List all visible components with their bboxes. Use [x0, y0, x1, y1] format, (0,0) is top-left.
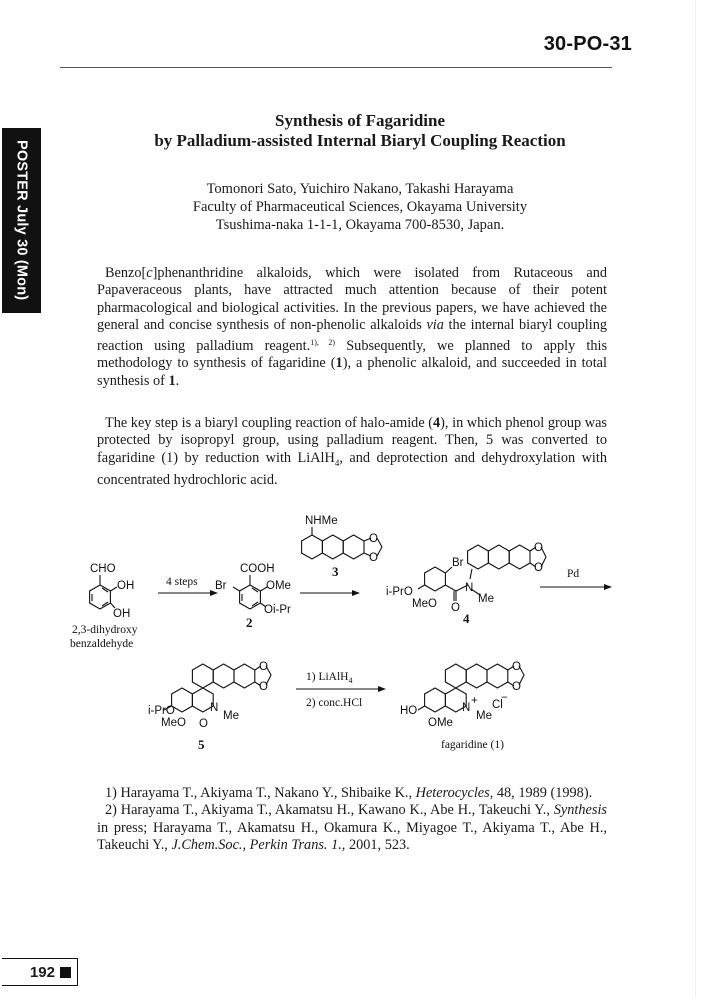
nhme-label: NHMe: [305, 515, 338, 527]
text-run: The key step is a biaryl coupling reaction of halo-amide (: [105, 415, 434, 431]
me-label: Me: [478, 593, 494, 605]
carbonyl-o: O: [199, 718, 208, 730]
side-tab: [2, 128, 41, 313]
author-block: [60, 180, 660, 234]
me-label: Me: [476, 710, 492, 722]
me-label: Me: [223, 710, 239, 722]
oh-label: OH: [113, 608, 131, 620]
compound-name: 2,3-dihydroxy: [72, 624, 138, 636]
minus-charge: −: [501, 692, 508, 704]
page-title: [60, 111, 660, 151]
title-line-1: Synthesis of Fagaridine: [274, 111, 446, 130]
text-run: ), in which phenol group was protected by isopropyl group, using palladium reagent. Then, 5 was converted to fagaridine (1) by reduction with LiAlH: [97, 415, 607, 466]
meo-label: MeO: [161, 717, 186, 729]
br-label: Br: [215, 580, 227, 592]
arrow-label: Pd: [567, 568, 580, 580]
citation-superscript: 1), 2): [310, 338, 336, 348]
square-marker-icon: [60, 967, 71, 978]
header-rule: [60, 67, 612, 68]
compound-number: 5: [198, 737, 205, 752]
cho-label: CHO: [90, 563, 116, 575]
journal-name: Synthesis: [553, 802, 607, 819]
text-run: in press; Harayama T., Akamatsu H., Okamura K., Miyagoe T., Akiyama T., Abe H., Takeuchi Y.,: [97, 819, 607, 853]
br-label: Br: [452, 557, 464, 569]
poster-id: 30-PO-31: [543, 33, 632, 55]
arrow-label-step-1: 1) LiAlH$_4$: [306, 671, 353, 685]
text-run: 1) Harayama T., Akiyama T., Nakano Y., Shibaike K.,: [105, 785, 416, 801]
text-run: 2) Harayama T., Akiyama T., Akamatsu H., Kawano K., Abe H., Takeuchi Y.,: [105, 802, 554, 819]
abstract-paragraph-1: [97, 265, 607, 390]
reaction-arrow-1: [158, 576, 218, 596]
dioxole-o: O: [259, 661, 268, 673]
ome-label: OMe: [266, 580, 291, 592]
cooh-label: COOH: [240, 563, 275, 575]
structure-start-material: [70, 563, 138, 650]
reference-1: [97, 785, 607, 802]
carbonyl-o: O: [451, 602, 460, 614]
n-label: N: [210, 702, 219, 714]
text-run-italic: via: [426, 316, 444, 333]
n-label: N: [462, 702, 471, 714]
reaction-arrow-3: [296, 671, 386, 709]
text-run-italic: c: [146, 265, 153, 281]
arrow-label: 4 steps: [166, 576, 198, 588]
compound-ref: 1: [335, 355, 343, 372]
meo-label: MeO: [412, 598, 437, 610]
oh-label: OH: [117, 580, 135, 592]
compound-name: benzaldehyde: [70, 638, 134, 650]
dioxole-o: O: [512, 661, 521, 673]
text-run: the internal biaryl coupling reaction using palladium reagent.: [97, 316, 607, 355]
compound-number: 3: [332, 564, 339, 579]
subscript: 4: [334, 457, 340, 468]
text-run: .: [175, 372, 180, 389]
ho-label: HO: [400, 705, 418, 717]
dioxole-o: O: [534, 562, 543, 574]
plus-charge: +: [471, 695, 478, 707]
text-run: ), a phenolic alkaloid, and succeeded in total synthesis of: [97, 355, 607, 389]
compound-ref: 1: [168, 372, 176, 389]
n-label: N: [465, 582, 474, 594]
oipr-label: Oi-Pr: [264, 604, 291, 616]
compound-name: fagaridine (1): [441, 739, 504, 751]
ome-label: OMe: [428, 717, 453, 729]
dioxole-o: O: [259, 681, 268, 693]
page-number: 192: [29, 963, 55, 981]
structure-compound-2: [215, 563, 291, 630]
text-run: ]phenanthridine alkaloids, which were isolated from Rutaceous and Papaveraceous plants, have attracted much attention because of their potent pharmacological and biological activities. In the previous papers, we have achieved the general and concise synthesis of non-phenolic alkaloids: [97, 265, 607, 333]
title-line-2: by Palladium-assisted Internal Biaryl Coupling Reaction: [154, 131, 566, 150]
ipro-label: i-PrO: [386, 586, 413, 598]
text-run: Benzo[: [105, 265, 147, 281]
structure-compound-5: [148, 661, 271, 752]
references: [97, 785, 607, 854]
text-run: , 48, 1989 (1998).: [489, 785, 593, 801]
dioxole-o: O: [369, 552, 378, 564]
structure-compound-3: [302, 515, 382, 579]
reaction-arrow-pd: [540, 568, 612, 590]
text-run: , and deprotection and dehydroxylation with concentrated hydrochloric acid.: [97, 449, 607, 488]
journal-name: J.Chem.Soc., Perkin Trans. 1.: [171, 836, 342, 853]
compound-number: 2: [246, 615, 253, 630]
abstract-paragraph-2: [97, 415, 607, 489]
affiliation: Faculty of Pharmaceutical Sciences, Okayama University: [192, 199, 528, 215]
reaction-scheme: [60, 505, 650, 775]
page-edge: [695, 0, 696, 997]
dioxole-o: O: [512, 681, 521, 693]
compound-ref: 4: [433, 415, 441, 431]
structure-fagaridine: [400, 661, 524, 751]
dioxole-o: O: [534, 542, 543, 554]
arrow-label-step-2: 2) conc.HCl: [306, 697, 363, 709]
text-run: , 2001, 523.: [341, 836, 410, 853]
ipro-label: i-PrO: [148, 705, 175, 717]
compound-number: 4: [463, 611, 470, 626]
reference-2: [97, 802, 607, 854]
text-run: Subsequently, we planned to apply this methodology to synthesis of fagaridine (: [97, 338, 608, 372]
chloride-label: Cl: [492, 699, 503, 711]
dioxole-o: O: [369, 533, 378, 545]
address: Tsushima-naka 1-1-1, Okayama 700-8530, Japan.: [215, 217, 505, 233]
page-number-box: [2, 958, 78, 986]
side-tab-label: POSTER July 30 (Mon): [13, 140, 30, 301]
structure-compound-4: [386, 542, 546, 626]
author-names: Tomonori Sato, Yuichiro Nakano, Takashi Harayama: [206, 181, 514, 197]
reaction-arrow-2: [300, 590, 360, 596]
journal-name: Heterocycles: [415, 785, 490, 801]
